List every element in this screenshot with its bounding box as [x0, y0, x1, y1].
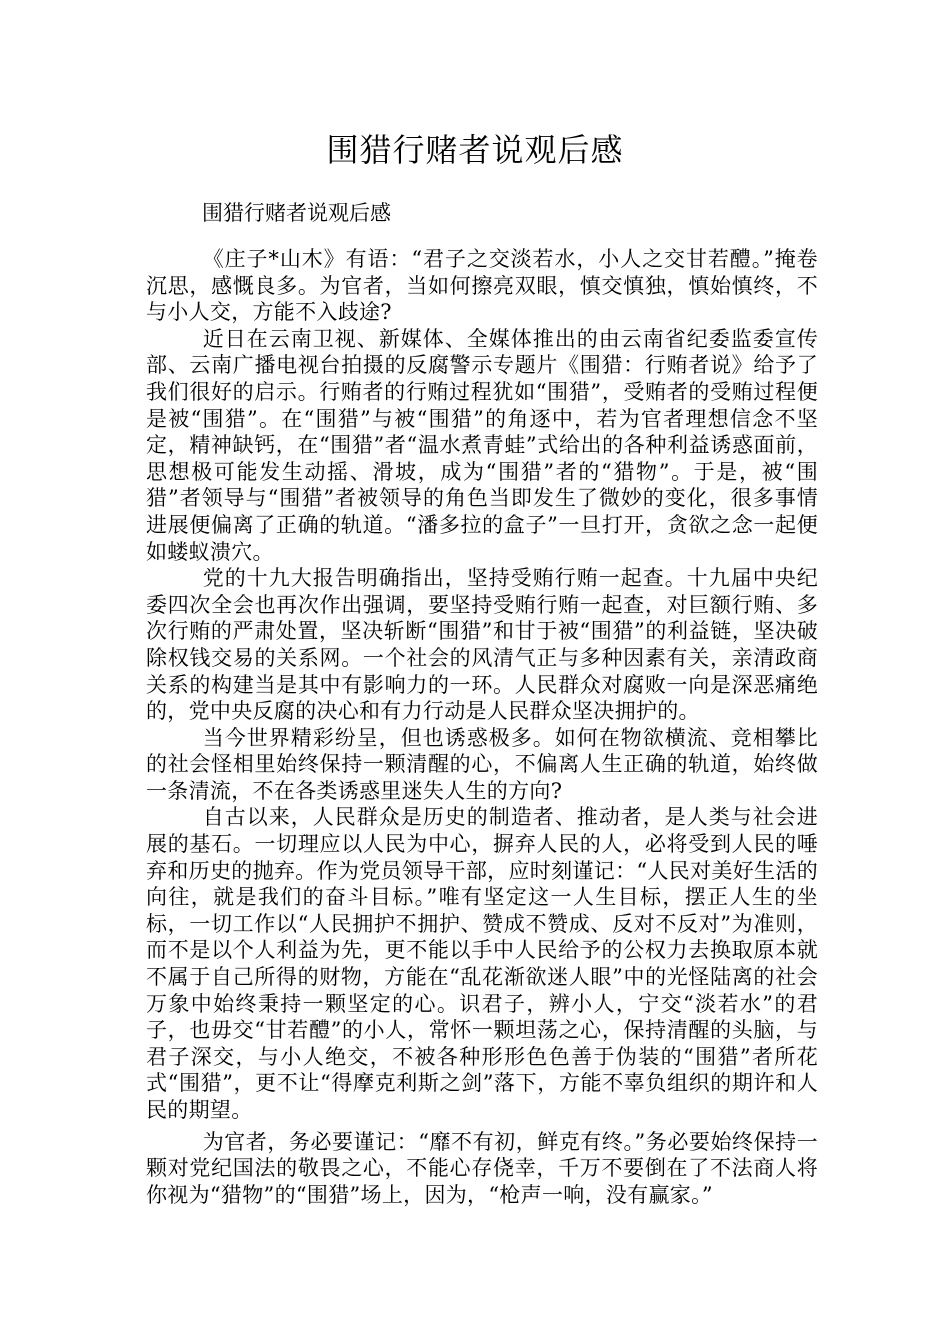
- paragraph-2: 近日在云南卫视、新媒体、全媒体推出的由云南省纪委监委宣传部、云南广播电视台拍摄的反腐警示专题片《围猎：行贿者说》给予了我们很好的启示。行贿者的行贿过程犹如“围猎”，受贿者的受贿过程便是被“围猎”。在“围猎”与被“围猎”的角逐中，若为官者理想信念不坚定，精神缺钙，在“围猎”者“温水煮青蛙”式给出的各种利益诱惑面前，思想极可能发生动摇、滑坡，成为“围猎”者的“猎物”。于是，被“围猎”者领导与“围猎”者被领导的角色当即发生了微妙的变化，很多事情进展便偏离了正确的轨道。“潘多拉的盒子”一旦打开，贪欲之念一起便如蝼蚁溃穴。: [146, 326, 818, 564]
- paragraph-6: 为官者，务必要谨记：“靡不有初，鲜克有终。”务必要始终保持一颗对党纪国法的敬畏之心，不能心存侥幸，千万不要倒在了不法商人将你视为“猎物”的“围猎”场上，因为，“枪声一响，没有赢家。”: [146, 1129, 818, 1207]
- document-body: [146, 246, 818, 1208]
- document-title: 围猎行赌者说观后感: [326, 131, 624, 169]
- document-subtitle: 围猎行赌者说观后感: [202, 201, 391, 225]
- paragraph-5: 自古以来，人民群众是历史的制造者、推动者，是人类与社会进展的基石。一切理应以人民为中心，摒弃人民的人，必将受到人民的唾弃和历史的抛弃。作为党员领导干部，应时刻谨记：“人民对美好生活的向往，就是我们的奋斗目标。”唯有坚定这一人生目标，摆正人生的坐标，一切工作以“人民拥护不拥护、赞成不赞成、反对不反对”为准则，而不是以个人利益为先，更不能以手中人民给予的公权力去换取原本就不属于自己所得的财物，方能在“乱花渐欲迷人眼”中的光怪陆离的社会万象中始终秉持一颗坚定的心。识君子，辨小人，宁交“淡若水”的君子，也毋交“甘若醴”的小人，常怀一颗坦荡之心，保持清醒的头脑，与君子深交，与小人绝交，不被各种形形色色善于伪装的“围猎”者所花式“围猎”，更不让“得摩克利斯之剑”落下，方能不辜负组织的期许和人民的期望。: [146, 805, 818, 1122]
- paragraph-3: 党的十九大报告明确指出，坚持受贿行贿一起查。十九届中央纪委四次全会也再次作出强调，要坚持受贿行贿一起查，对巨额行贿、多次行贿的严肃处置，坚决斩断“围猎”和甘于被“围猎”的利益链，坚决破除权钱交易的关系网。一个社会的风清气正与多种因素有关，亲清政商关系的构建当是其中有影响力的一环。人民群众对腐败一向是深恶痛绝的，党中央反腐的决心和有力行动是人民群众坚决拥护的。: [146, 566, 818, 724]
- paragraph-1: 《庄子*山木》有语：“君子之交淡若水，小人之交甘若醴。”掩卷沉思，感慨良多。为官者，当如何擦亮双眼，慎交慎独，慎始慎终，不与小人交，方能不入歧途?: [146, 247, 818, 325]
- paragraph-4: 当今世界精彩纷呈，但也诱惑极多。如何在物欲横流、竞相攀比的社会怪相里始终保持一颗清醒的心，不偏离人生正确的轨道，始终做一条清流，不在各类诱惑里迷失人生的方向?: [146, 725, 818, 803]
